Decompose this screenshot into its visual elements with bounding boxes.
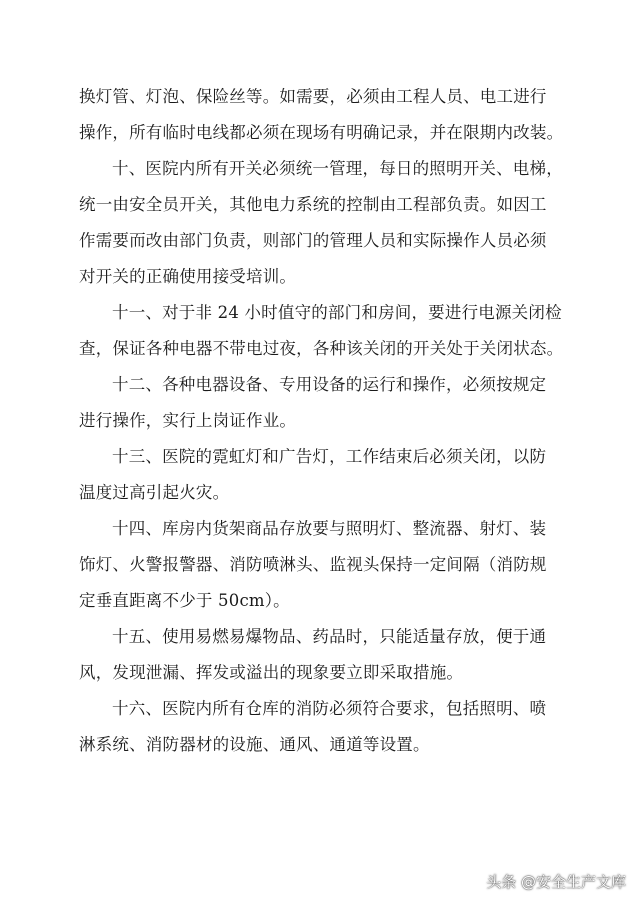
text-line: 对开关的正确使用接受培训。 bbox=[79, 267, 297, 286]
text-line: 温度过高引起火灾。 bbox=[79, 483, 230, 502]
text-line: 定垂直距离不少于 50cm）。 bbox=[79, 591, 290, 610]
paragraph-12-start: 十二、各种电器设备、专用设备的运行和操作，必须按规定 bbox=[112, 375, 547, 394]
text-line: 风，发现泄漏、挥发或溢出的现象要立即采取措施。 bbox=[79, 663, 464, 682]
paragraph-13-start: 十三、医院的霓虹灯和广告灯，工作结束后必须关闭，以防 bbox=[112, 447, 547, 466]
text-line: 操作，所有临时电线都必须在现场有明确记录，并在限期内改装。 bbox=[79, 123, 564, 142]
paragraph-14-start: 十四、库房内货架商品存放要与照明灯、整流器、射灯、装 bbox=[112, 519, 547, 538]
text-line: 作需要而改由部门负责，则部门的管理人员和实际操作人员必须 bbox=[79, 231, 547, 250]
text-line: 统一由安全员开关，其他电力系统的控制由工程部负责。如因工 bbox=[79, 195, 547, 214]
paragraph-10-start: 十、医院内所有开关必须统一管理，每日的照明开关、电梯， bbox=[112, 159, 563, 178]
document-body bbox=[79, 79, 569, 763]
text-line: 饰灯、火警报警器、消防喷淋头、监视头保持一定间隔（消防规 bbox=[79, 555, 547, 574]
text-line: 换灯管、灯泡、保险丝等。如需要，必须由工程人员、电工进行 bbox=[79, 87, 547, 106]
text-line: 淋系统、消防器材的设施、通风、通道等设置。 bbox=[79, 735, 430, 754]
text-line: 查，保证各种电器不带电过夜，各种该关闭的开关处于关闭状态。 bbox=[79, 339, 564, 358]
paragraph-16-start: 十六、医院内所有仓库的消防必须符合要求，包括照明、喷 bbox=[112, 699, 547, 718]
watermark-label: 头条 @安全生产文库 bbox=[486, 873, 626, 891]
paragraph-11-start: 十一、对于非 24 小时值守的部门和房间，要进行电源关闭检 bbox=[112, 303, 562, 322]
text-line: 进行操作，实行上岗证作业。 bbox=[79, 411, 297, 430]
paragraph-15-start: 十五、使用易燃易爆物品、药品时，只能适量存放，便于通 bbox=[112, 627, 547, 646]
